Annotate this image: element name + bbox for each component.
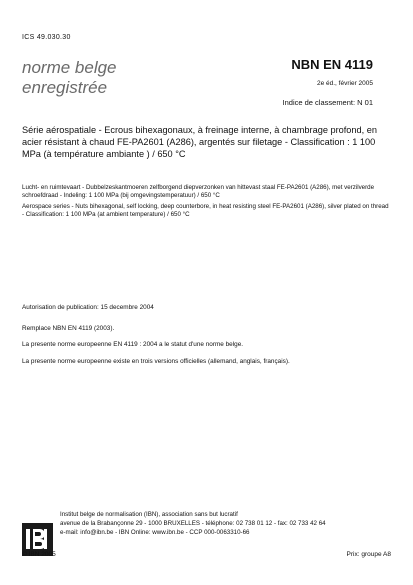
status-note: La presente norme europeenne EN 4119 : 2004 a le statut d'une norme belge. bbox=[22, 341, 244, 348]
institute-contact: e-mail: info@ibn.be - IBN Online: www.ibn.be - CCP 000-0063310-66 bbox=[60, 529, 250, 536]
title-dutch: Lucht- en ruimtevaart - Dubbelzeskantmoeren zelfborgend diepverzonken van hittevast staal FE-PA2601 (A286), met verzilverde schroefdraad - Indeling: 1 100 MPa (bij omgevingstemperatuur) / 650 °C bbox=[22, 184, 375, 200]
publication-authorization: Autorisation de publication: 15 decembre 2004 bbox=[22, 304, 154, 311]
brand-line-2: enregistrée bbox=[22, 78, 108, 97]
languages-note: La presente norme europeenne existe en trois versions officielles (allemand, anglais, français). bbox=[22, 358, 290, 365]
ics-code: ICS 49.030.30 bbox=[22, 34, 71, 41]
institute-name: Institut belge de normalisation (IBN), association sans but lucratif bbox=[60, 511, 238, 518]
standard-number: NBN EN 4119 bbox=[291, 57, 373, 72]
edition-date: 2e éd., février 2005 bbox=[316, 80, 373, 87]
title-english: Aerospace series - Nuts bihexagonal, self locking, deep counterbore, in heat resisting steel FE-PA2601 (A286), silver plated on thread - Classification: 1 100 MPa (at ambient temperature) / 650 °C bbox=[22, 203, 389, 219]
copyright-note: © IBN 2005 bbox=[22, 551, 56, 558]
replaces-note: Remplace NBN EN 4119 (2003). bbox=[22, 325, 115, 332]
classification-index: Indice de classement: N 01 bbox=[282, 98, 373, 107]
brand-label bbox=[22, 58, 117, 98]
institute-address: avenue de la Brabançonne 29 - 1000 BRUXELLES - téléphone: 02 738 01 12 - fax: 02 733 42 64 bbox=[60, 520, 326, 527]
price-group: Prix: groupe A8 bbox=[346, 551, 391, 558]
brand-line-1: norme belge bbox=[22, 58, 117, 77]
document-title: Série aérospatiale - Ecrous bihexagonaux, à freinage interne, à chambrage profond, en acier résistant à chaud FE-PA2601 (A286), argentés sur filetage - Classification : 1 100 MPa (à température ambiante ) / 650 °C bbox=[22, 125, 377, 159]
